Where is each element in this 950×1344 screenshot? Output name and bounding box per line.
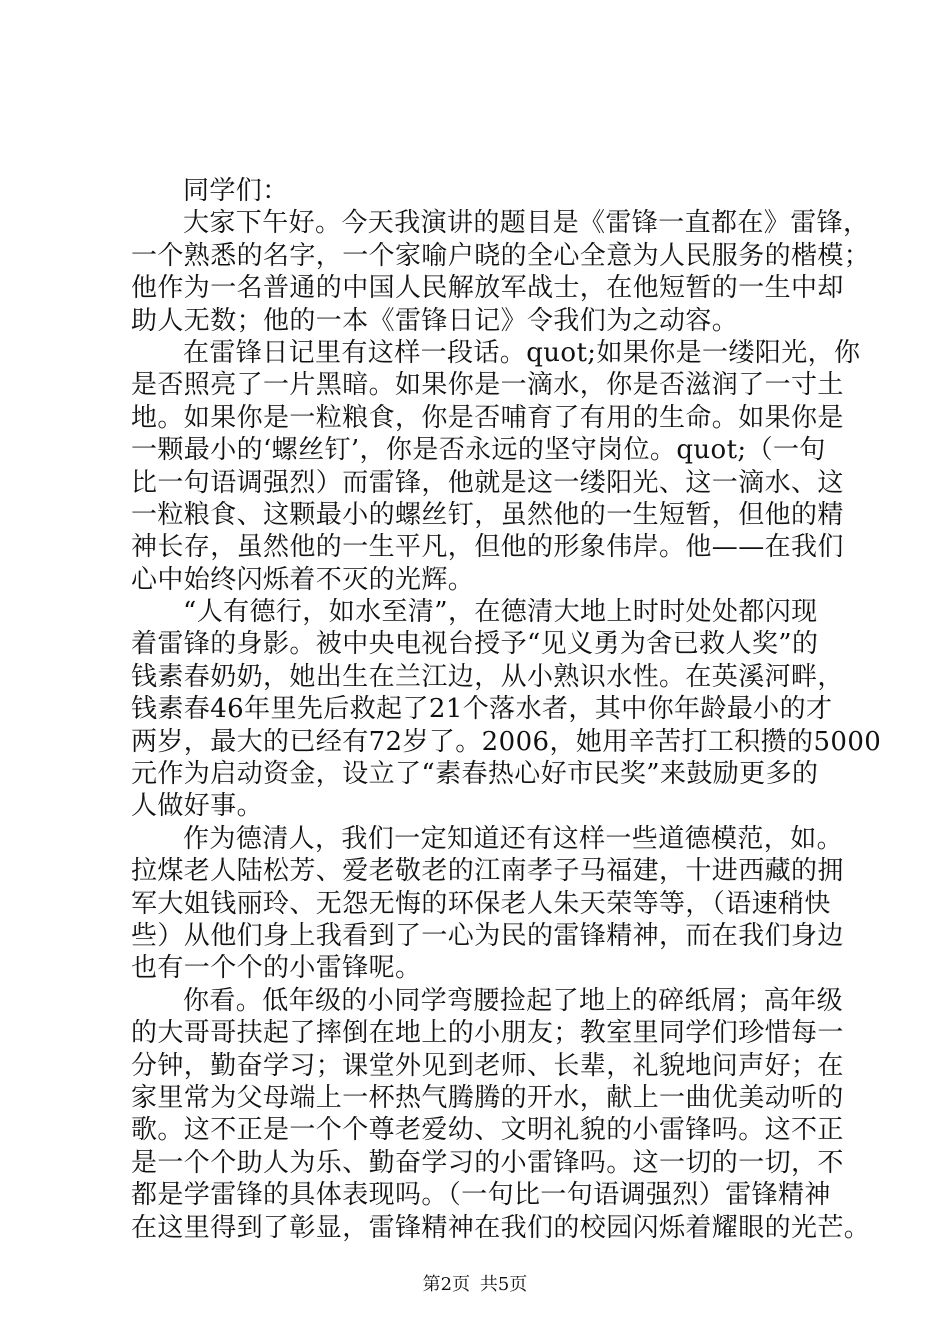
paragraph-line: 钱素春46年里先后救起了21个落水者，其中你年龄最小的才 [131,694,833,725]
paragraph-line: 也有一个个的小雷锋呢。 [131,953,422,984]
paragraph-line: 地。如果你是一粒粮食，你是否哺育了有用的生命。如果你是 [131,402,844,433]
paragraph-line: 作为德清人，我们一定知道还有这样一些道德模范，如。 [183,823,844,854]
paragraph-line: 家里常为父母端上一杯热气腾腾的开水，献上一曲优美动听的 [131,1082,844,1113]
page-number: 第2页 [422,1274,471,1295]
paragraph-line: 分钟，勤奋学习；课堂外见到老师、长辈，礼貌地问声好；在 [131,1050,844,1081]
paragraph-line: 神长存，虽然他的一生平凡，但他的形象伟岸。他——在我们 [131,532,844,563]
paragraph-line: 一颗最小的‘螺丝钉’，你是否永远的坚守岗位。quot;（一句 [131,435,826,466]
paragraph-line: 一粒粮食、这颗最小的螺丝钉，虽然他的一生短暂，但他的精 [131,499,844,530]
paragraph-line: 些）从他们身上我看到了一心为民的雷锋精神，而在我们身边 [131,920,844,951]
paragraph-line: 一个熟悉的名字，一个家喻户晓的全心全意为人民服务的楷模； [131,240,871,271]
paragraph-line: 在这里得到了彰显，雷锋精神在我们的校园闪烁着耀眼的光芒。 [131,1212,871,1243]
document-body [131,175,882,1244]
paragraph-line: 心中始终闪烁着不灭的光辉。 [131,564,475,595]
paragraph-line: 比一句语调强烈）而雷锋，他就是这一缕阳光、这一滴水、这 [131,467,844,498]
paragraph-line: 是否照亮了一片黑暗。如果你是一滴水，你是否滋润了一寸土 [131,370,844,401]
paragraph-line: 大家下午好。今天我演讲的题目是《雷锋一直都在》雷锋， [183,208,870,239]
paragraph-line: 的大哥哥扶起了摔倒在地上的小朋友；教室里同学们珍惜每一 [131,1018,844,1049]
greeting-line: 同学们： [183,176,289,206]
paragraph-line: 拉煤老人陆松芳、爱老敬老的江南孝子马福建，十进西藏的拥 [131,856,844,887]
paragraph-line: 你看。低年级的小同学弯腰捡起了地上的碎纸屑；高年级 [183,985,844,1016]
paragraph-line: 助人无数；他的一本《雷锋日记》令我们为之动容。 [131,305,739,336]
paragraph-line: 着雷锋的身影。被中央电视台授予“见义勇为舍已救人奖”的 [131,629,819,660]
paragraph-line: 军大姐钱丽玲、无怨无悔的环保老人朱天荣等等，（语速稍快 [131,888,831,919]
paragraph-line: 都是学雷锋的具体表现吗。（一句比一句语调强烈）雷锋精神 [131,1180,831,1211]
paragraph-line: 他作为一名普通的中国人民解放军战士，在他短暂的一生中却 [131,273,844,304]
paragraph-line: “人有德行，如水至清”，在德清大地上时时处处都闪现 [183,597,818,628]
paragraph-line: 元作为启动资金，设立了“素春热心好市民奖”来鼓励更多的 [131,759,819,790]
paragraph-line: 两岁，最大的已经有72岁了。2006，她用辛苦打工积攒的5000 [131,726,882,757]
paragraph-line: 人做好事。 [131,791,264,822]
paragraph-line: 在雷锋日记里有这样一段话。quot;如果你是一缕阳光，你 [183,337,861,368]
paragraph-line: 钱素春奶奶，她出生在兰江边，从小熟识水性。在英溪河畔， [131,661,844,692]
page-total: 共5页 [479,1274,528,1295]
paragraph-line: 歌。这不正是一个个尊老爱幼、文明礼貌的小雷锋吗。这不正 [131,1115,844,1146]
paragraph-line: 是一个个助人为乐、勤奋学习的小雷锋吗。这一切的一切，不 [131,1147,844,1178]
page-footer [0,1270,950,1296]
